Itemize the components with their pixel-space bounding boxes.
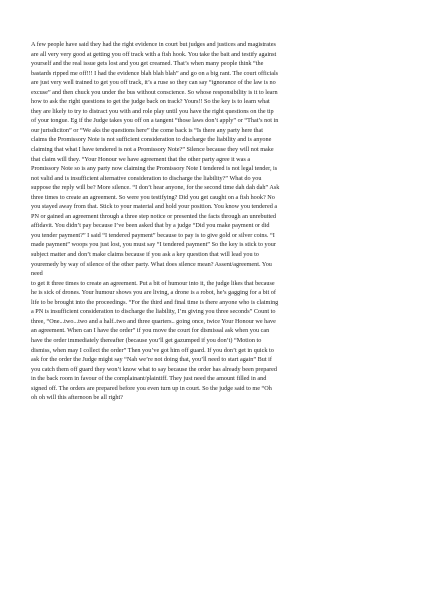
paragraph-1: A few people have said they had the right evidence in court but judges and justices and magistrates are all very very good at getting you off track with a fish hook. You take the bait and testify against yourself and the real issue gets lost and you get creamed. That’s when many people think “the bastards ripped me off!!! I had the evidence blah blah blah” and go on a big rant. The court officials are just very well trained to get you off track, it’s a ruse so they can say “ignorance of the law is no excuse” and then chuck you under the bus without conscience. So whose responsibility is it to learn how to ask the right questions to get the judge back on track? Yours!! So the key is to learn what they are likely to try to distract you with and role play until you have the right questions on the tip of your tongue. Eg if the Judge takes you off on a tangent “those laws don’t apply” or “That’s not in our jurisdiciton” or “We aks the questions here” the come back is “Is there any party here that claims the Promissory Note is not sufficient consideration to discharge the liability and is anyone claiming that what I have tendered is not a Promissory Note?” Silence because they will not make that claim will they. “Your Honour we have agreement that the other party agree it was a Promissory Note so is any party now claiming the Promissory Note I tendered is not legal tender, is not valid and is insufficient alternative consideration to discharge the liability?” What do you suppose the reply will be? More silence. “I don’t hear anyone, for the second time dah dah dah” Ask three times to create an agreement. So were you testifying? Did you get caught on a fish hook? No you stayed away from that. Stick to your material and hold your position. You know you tendered a PN or gained an agreement through a three step notice or presented the facts through an unrebutted affidavit. You didn’t pay because I’ve been asked that by a judge “Did you make payment or did you tender payment?” I said “I tendered payment” because to pay is to give gold or silver coins. “I made payment” woops you just lost, you must say “I tendered payment” So the key is stick to your subject matter and don’t make claims because if you ask a key question that will lead you to youremedy by way of silence of the other party. What does silence mean? Assent/agreement. You need bbox=[31, 41, 280, 278]
paragraph-2: to get it three times to create an agreement. Put a bit of humour into it, the judge likes that because he is sick of drones. Your humour shows you are living, a drone is a robot, he’s gagging for a bit of life to be brought into the proceedings. “For the third and final time is there anyone who is claiming a PN is insufficient consideration to discharge the liability, I’m giving you three seconds” Count to three, “One...two...two and a half..two and three quarters.. going once, twice Your Honour we have an agreement. When can I have the order” if you move the court for dismissal ask when you can have the order immediately thereafter (because you’ll get gazumped if you don’t) “Motion to dismiss, when may I collect the order” Then you’ve got him off guard. If you don’t get in quick to ask for the order the Judge might say “Nah we’re not doing that, you’ll need to start again” But if you catch them off guard they won’t know what to say because the order has already been prepared in the back room in favour of the complainant/plaintiff. They just need the amount filled in and signed off. The orders are prepared before you even turn up in court. So the judge said to me “Oh oh oh will this afternoon be all right? bbox=[31, 279, 279, 402]
document-page bbox=[31, 40, 393, 403]
